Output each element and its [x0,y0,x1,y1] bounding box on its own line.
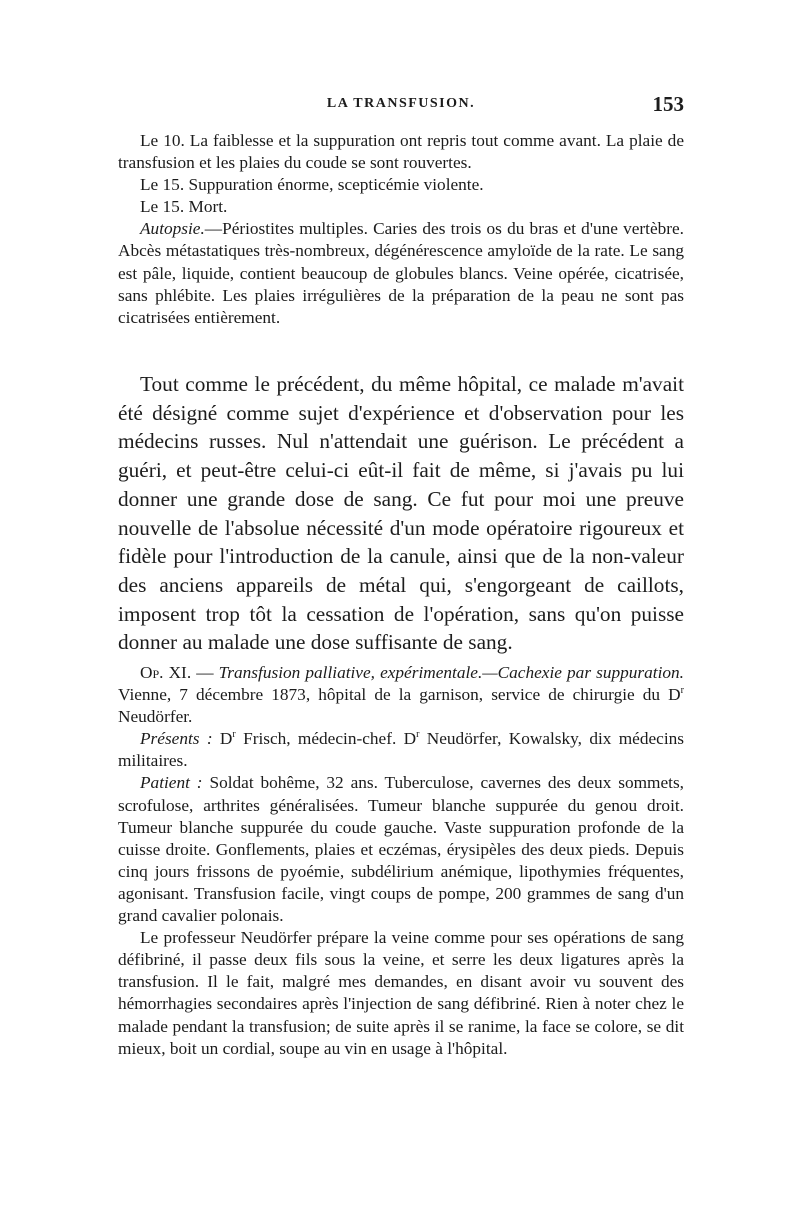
operation-label: Op. XI. — [140,663,214,682]
autopsie-text: —Périostites multiples. Caries des trois os du bras et d'une vertèbre. Abcès métastatiques très-nombreux, dégénérescence amyloïde de la rate. Le sang est pâle, liquide, contient beaucoup de globules blancs. Veine opérée, cicatrisée, sans phlébite. Les plaies irrégulières de la préparation de la peau ne sont pas cicatrisées entièrement. [118,219,684,327]
patient-text: Soldat bohême, 32 ans. Tuberculose, cavernes des deux sommets, scrofulose, arthrites généralisées. Tumeur blanche suppurée du genou droit. Tumeur blanche suppurée du coude gauche. Vaste suppuration profonde de la cuisse droite. Gonflements, plaies et eczémas, érysipèles des deux pieds. Depuis cinq jours frissons de pyoémie, subdélirium anémique, lipothymies fréquentes, agonisant. Transfusion facile, vingt coups de pompe, 200 grammes de sang d'un grand cavalier polonais. [118,773,684,926]
running-title: LA TRANSFUSION. [326,96,476,111]
running-header [118,92,684,120]
final-paragraph: Le professeur Neudörfer prépare la veine comme pour ses opérations de sang défibriné, il passe deux fils sous la veine, et serre les deux ligatures après la transfusion. Il le fait, malgré mes demandes, en disant avoir vu souvent des hémorrhagies secondaires après l'injection de sang défibriné. Rien à noter chez le malade pendant la transfusion; de suite après il se ranime, la face se colore, se dit mieux, boit un cordial, soupe au vin en usage à l'hôpital. [118,928,684,1058]
patient-label: Patient : [140,773,203,793]
presents-paragraph [118,728,684,772]
operation-doctor-prefix: D [668,685,681,705]
patient-paragraph [118,772,684,927]
page-number: 153 [652,92,684,116]
presents-d2: D [403,729,417,749]
commentary-block [118,370,684,657]
paragraph-le-10: Le 10. La faiblesse et la suppuration ont repris tout comme avant. La plaie de transfusion et les plaies du coude se sont rouvertes. [118,131,684,173]
autopsie-label: Autopsie. [140,219,205,239]
presents-text1: Frisch, médecin-chef. [243,729,397,749]
presents-label: Présents : [140,729,213,749]
operation-heading [118,662,684,728]
operation-doctor-sup: r [680,685,684,697]
presents-d1: D [219,729,233,749]
presents-sup1: r [232,729,236,741]
operation-details: Vienne, 7 décembre 1873, hôpital de la garnison, service de chirurgie du [118,685,661,705]
case-notes-block [118,130,684,329]
operation-xi-block [118,662,684,1060]
presents-sup2: r [416,729,420,741]
commentary-paragraph: Tout comme le précédent, du même hôpital, ce malade m'avait été désigné comme sujet d'expérience et d'observation pour les médecins russes. Nul n'attendait une guérison. Le précédent a guéri, et peut-être celui-ci eût-il fait de même, si j'avais pu lui donner une grande dose de sang. Ce fut pour moi une preuve nouvelle de l'absolue nécessité d'un mode opératoire rigoureux et fidèle pour l'introduction de la canule, ainsi que de la non-valeur des anciens appareils de métal qui, s'engorgeant de caillots, imposent trop tôt la cessation de l'opération, sans qu'on puisse donner au malade une dose suffisante de sang. [118,372,684,655]
operation-title: Transfusion palliative, expérimentale.—Cachexie par suppuration. [218,663,685,682]
operation-doctor-name: Neudörfer. [118,707,193,727]
paragraph-autopsie [118,218,684,328]
presents-text2: Neudörfer, Kowalsky, dix médecins militaires. [118,729,684,771]
paragraph-le-15-mort: Le 15. Mort. [140,197,228,217]
paragraph-le-15-suppuration: Le 15. Suppuration énorme, scepticémie violente. [140,175,484,195]
